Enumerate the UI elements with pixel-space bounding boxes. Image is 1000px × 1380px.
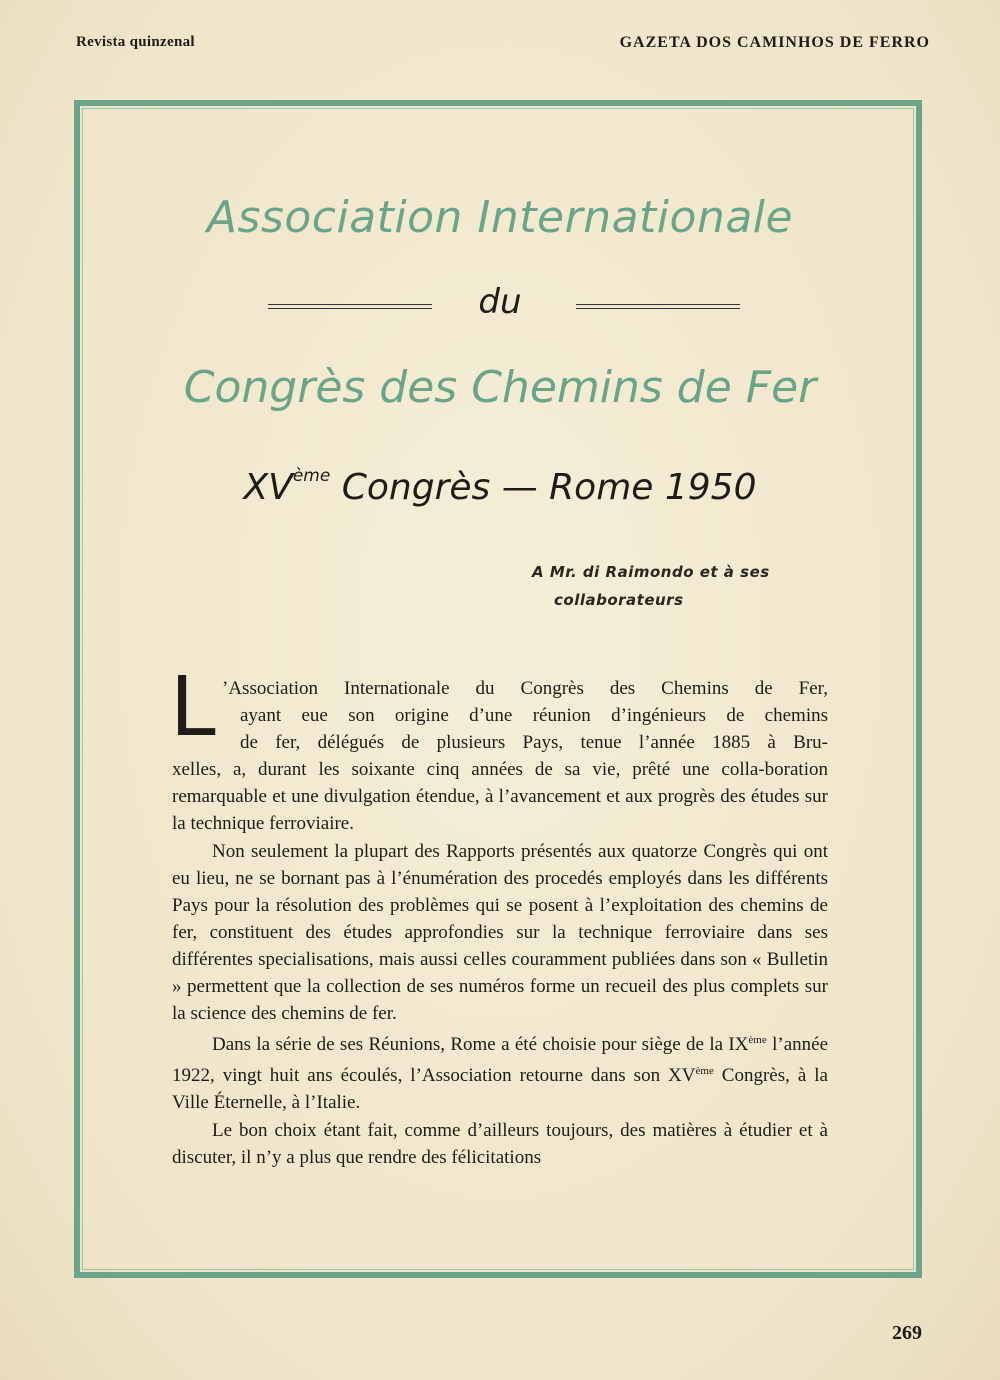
subtitle-prefix: XV (243, 467, 293, 508)
article-body (172, 675, 828, 1171)
congress-subtitle (0, 466, 1000, 508)
paragraph-3-part-b: l’année 1922, vingt huit ans écoulés, l’Association retourne dans son XV (172, 1034, 828, 1087)
title-connector: du (478, 282, 522, 322)
paragraph-1 (172, 675, 828, 838)
paragraph-3 (172, 1027, 828, 1116)
title-line-1: Association Internationale (206, 192, 794, 243)
dedication-line-1: A Mr. di Raimondo et à ses (532, 563, 770, 581)
dedication-line-2: collaborateurs (554, 591, 684, 609)
paragraph-1-rest: xelles, a, durant les soixante cinq années de sa vie, prêté une colla-boration remarquable et une divulgation étendue, à l’avancement et aux progrès des études sur la technique ferroviaire. (172, 759, 828, 835)
paragraph-3-part-a: Dans la série de ses Réunions, Rome a été choisie pour siège de la IX (212, 1034, 749, 1056)
drop-cap: L (170, 660, 216, 755)
dedication (532, 558, 832, 614)
decorative-rule-right (576, 304, 740, 309)
paragraph-1-line-3: de fer, délégués de plusieurs Pays, tenue l’année 1885 à Bru- (240, 732, 828, 754)
paragraph-1-line-2: ayant eue son origine d’une réunion d’ingénieurs de chemins (240, 705, 828, 727)
paragraph-2: Non seulement la plupart des Rapports présentés aux quatorze Congrès qui ont eu lieu, ne se bornant pas à l’énumération des procedés employés dans les différents Pays pour la résolution des problèmes qui se posent à l’exploitation des chemins de fer, constituent des études approfondies sur la technique ferroviaire dans ses différentes specialisations, mais aussi celles couramment publiées dans son « Bulletin » permettent que la collection de ses numéros forme un recueil des plus complets sur la science des chemins de fer. (172, 840, 828, 1025)
paragraph-3-sup-1: ème (748, 1034, 767, 1047)
running-header-left: Revista quinzenal (76, 34, 195, 50)
title-connector-row (0, 282, 1000, 328)
paragraph-1-line-1: ’Association Internationale du Congrès des Chemins de Fer, (222, 678, 828, 699)
running-header-right: GAZETA DOS CAMINHOS DE FERRO (619, 34, 930, 51)
paragraph-4: Le bon choix étant fait, comme d’ailleurs toujours, des matières à étudier et à discuter, il n’y a plus que rendre des félicitations (172, 1119, 828, 1168)
subtitle-rest: Congrès — Rome 1950 (330, 467, 757, 508)
page-number: 269 (892, 1322, 922, 1344)
title-line-2: Congrès des Chemins de Fer (183, 362, 817, 413)
paragraph-3-part-c: Congrès, à la Ville Éternelle, à l’Italie. (172, 1065, 828, 1114)
paragraph-3-sup-2: ème (695, 1065, 714, 1078)
subtitle-superscript: ème (292, 466, 331, 486)
